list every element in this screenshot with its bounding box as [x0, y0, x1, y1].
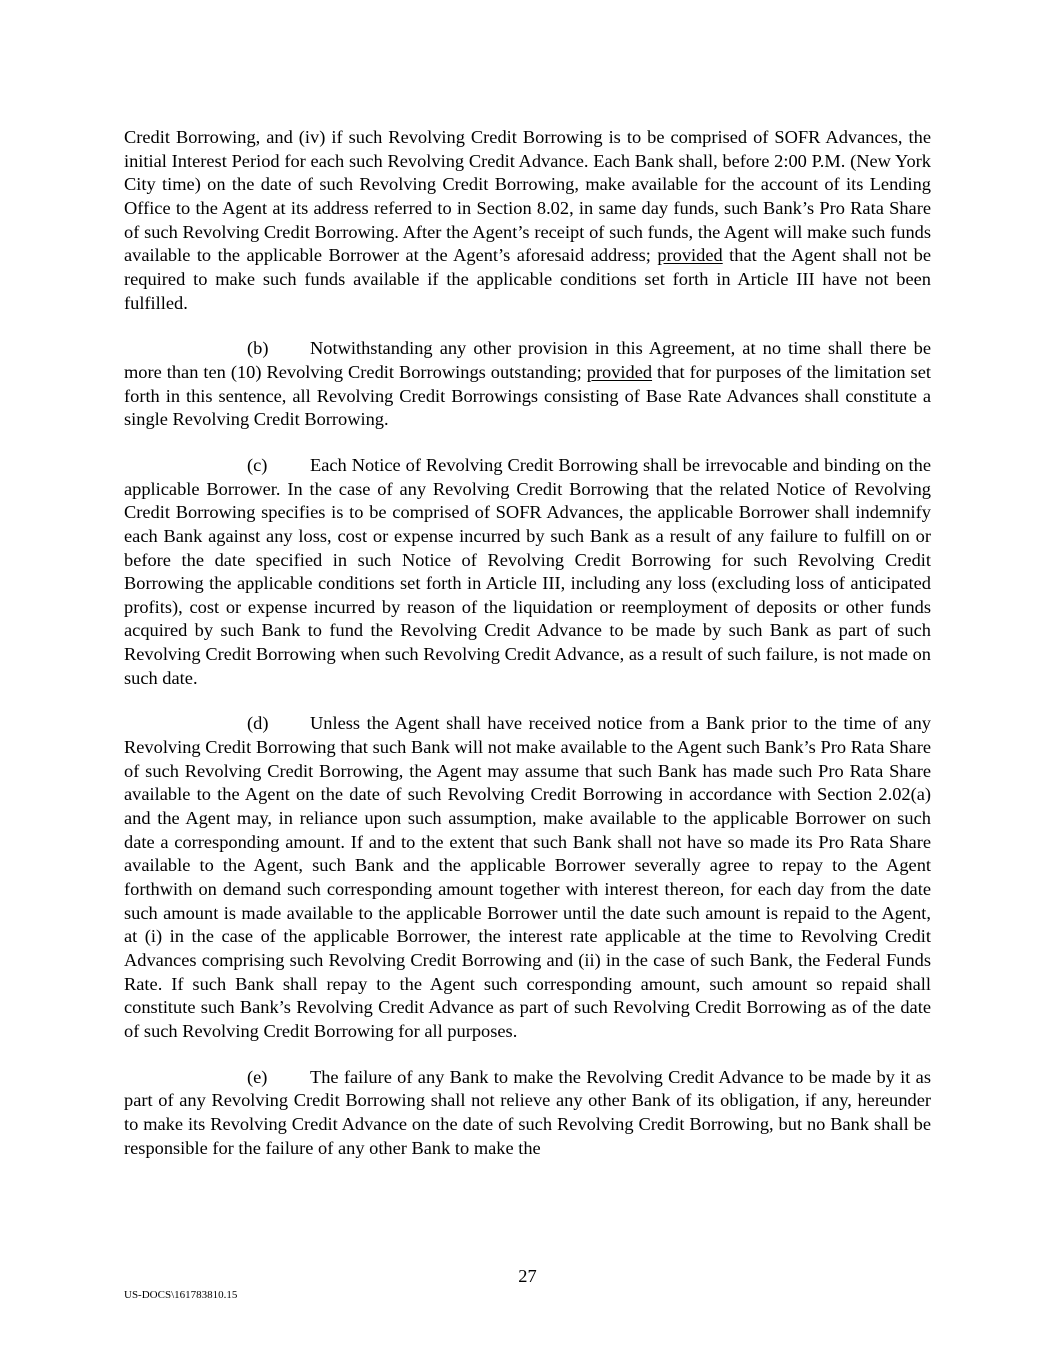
- paragraph-b-text-1: Notwithstanding any other provision in this Agreement, at no time shall there be more than ten (10) Revolving Credit Borrowings outstanding;: [124, 338, 931, 382]
- paragraph-d: [124, 712, 931, 1043]
- document-id: US-DOCS\161783810.15: [124, 1289, 238, 1301]
- paragraph-e: [124, 1066, 931, 1161]
- paragraph-d-label: (d): [247, 713, 269, 734]
- document-body: [124, 126, 931, 1160]
- paragraph-c-label: (c): [247, 454, 268, 475]
- provided-term: provided: [586, 361, 653, 382]
- paragraph-b-label: (b): [247, 338, 269, 359]
- paragraph-b: [124, 337, 931, 432]
- paragraph-e-text: The failure of any Bank to make the Revolving Credit Advance to be made by it as part of any Revolving Credit Borrowing shall not relieve any other Bank of its obligation, if any, hereunder to make its Revolving Credit Advance on the date of such Revolving Credit Borrowing, but no Bank shall be responsible for the failure of any other Bank to make the: [124, 1066, 931, 1158]
- paragraph-e-label: (e): [247, 1066, 268, 1087]
- paragraph-continuation-text-1: Credit Borrowing, and (iv) if such Revolving Credit Borrowing is to be comprised of SOFR Advances, the initial Interest Period for each such Revolving Credit Advance. Each Bank shall, before 2:00 P.M. (New York City time) on the date of such Revolving Credit Borrowing, make available for the account of its Lending Office to the Agent at its address referred to in Section 8.02, in same day funds, such Bank’s Pro Rata Share of such Revolving Credit Borrowing. After the Agent’s receipt of such funds, the Agent will make such funds available to the applicable Borrower at the Agent’s aforesaid address;: [124, 127, 931, 266]
- paragraph-c: [124, 454, 931, 691]
- paragraph-c-text: Each Notice of Revolving Credit Borrowing shall be irrevocable and binding on the applicable Borrower. In the case of any Revolving Credit Borrowing that the related Notice of Revolving Credit Borrowing specifies is to be comprised of SOFR Advances, the applicable Borrower shall indemnify each Bank against any loss, cost or expense incurred by such Bank as a result of any failure to fulfill on or before the date specified in such Notice of Revolving Credit Borrowing for such Revolving Credit Borrowing the applicable conditions set forth in Article III, including any loss (excluding loss of anticipated profits), cost or expense incurred by reason of the liquidation or reemployment of deposits or other funds acquired by such Bank to fund the Revolving Credit Advance to be made by such Bank as part of such Revolving Credit Borrowing when such Revolving Credit Advance, as a result of such failure, is not made on such date.: [124, 454, 931, 688]
- page-number: 27: [518, 1266, 537, 1286]
- paragraph-d-text: Unless the Agent shall have received notice from a Bank prior to the time of any Revolving Credit Borrowing that such Bank will not make available to the Agent such Bank’s Pro Rata Share of such Revolving Credit Borrowing, the Agent may assume that such Bank has made such Pro Rata Share available to the Agent on the date of such Revolving Credit Borrowing in accordance with Section 2.02(a) and the Agent may, in reliance upon such assumption, make available to the applicable Borrower on such date a corresponding amount. If and to the extent that such Bank shall not have so made its Pro Rata Share available to the Agent, such Bank and the applicable Borrower severally agree to repay to the Agent forthwith on demand such corresponding amount together with interest thereon, for each day from the date such amount is made available to the applicable Borrower until the date such amount is repaid to the Agent, at (i) in the case of the applicable Borrower, the interest rate applicable at the time to Revolving Credit Advances comprising such Revolving Credit Borrowing and (ii) in the case of such Bank, the Federal Funds Rate. If such Bank shall repay to the Agent such corresponding amount, such amount so repaid shall constitute such Bank’s Revolving Credit Advance as part of such Revolving Credit Borrowing as of the date of such Revolving Credit Borrowing for all purposes.: [124, 713, 931, 1041]
- paragraph-continuation-text-2: that the Agent shall not be required to make such funds available if the applicable conditions set forth in Article III have not been fulfilled.: [124, 245, 931, 313]
- paragraph-continuation: [124, 126, 931, 315]
- provided-term: provided: [657, 245, 723, 266]
- paragraph-b-text-2: that for purposes of the limitation set forth in this sentence, all Revolving Credit Borrowings consisting of Base Rate Advances shall constitute a single Revolving Credit Borrowing.: [124, 361, 931, 430]
